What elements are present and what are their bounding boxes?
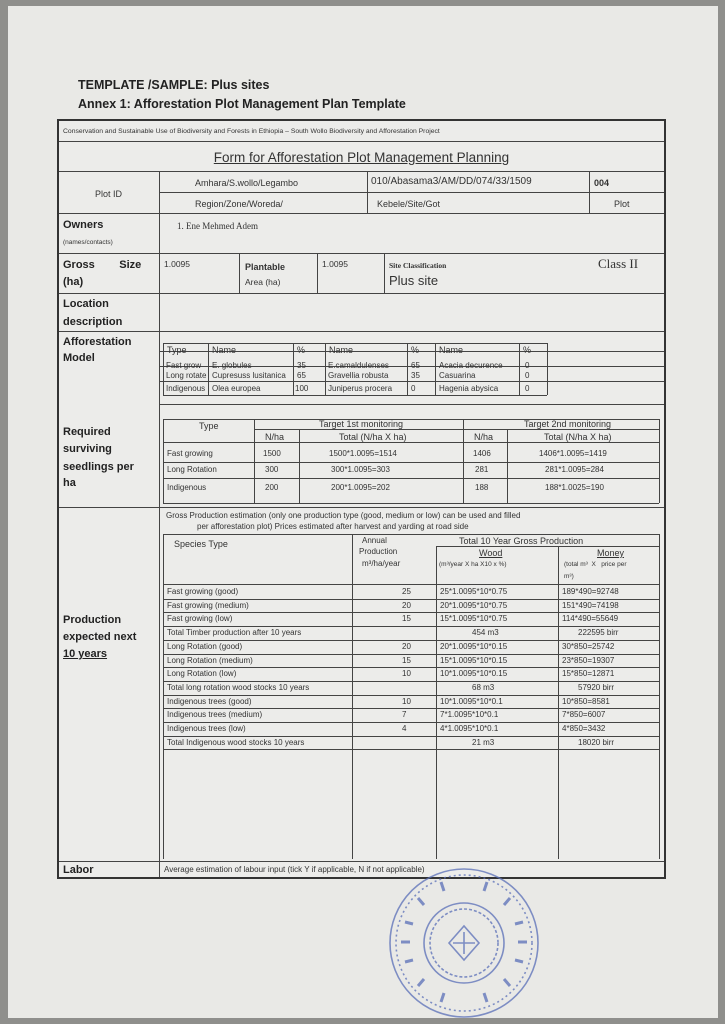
project-title: Conservation and Sustainable Use of Biodiversity and Forests in Ethiopia – South Wollo Biodiversity and Afforestation Project (63, 128, 440, 135)
seedlings-label-2: surviving (63, 443, 112, 455)
affor-row1-name3: Acacia decurence (439, 361, 503, 370)
production-row-5-money: 30*850=25742 (562, 641, 615, 651)
production-row-11-wood: 4*1.0095*10*0.1 (440, 724, 499, 733)
production-row-9-money: 10*850=8581 (562, 696, 610, 706)
target-1-header: Target 1st monitoring (319, 419, 404, 429)
nha-header-2: N/ha (474, 432, 494, 442)
production-table (159, 507, 664, 861)
seedlings-row2-total1: 300*1.0095=303 (331, 465, 390, 474)
production-row-10-annual: 7 (402, 710, 407, 720)
production-row-11-species: Indigenous trees (low) (167, 724, 246, 733)
production-row-10-wood: 7*1.0095*10*0.1 (440, 710, 499, 720)
plantable-area-label: Plantable (245, 262, 286, 272)
production-row-12-money: 18020 birr (578, 737, 615, 747)
species-type-header: Species Type (174, 539, 228, 549)
production-row-7-annual: 10 (402, 669, 411, 679)
production-row-10-species: Indigenous trees (medium) (167, 710, 263, 720)
affor-row2-name1: Cupresuss lusitanica (212, 371, 286, 380)
affor-row3-name2: Juniperus procera (328, 384, 393, 393)
production-row-9-wood: 10*1.0095*10*0.1 (440, 696, 503, 706)
kebele-label: Kebele/Site/Got (377, 199, 441, 209)
production-note-2: per afforestation plot) Prices estimated after harvest and yarding at road side (197, 522, 469, 531)
afforestation-label: Afforestation (63, 336, 132, 348)
annual-header-2: Production (359, 547, 398, 556)
affor-row2-pct2: 35 (411, 371, 420, 380)
production-row-4-species: Total Timber production after 10 years (167, 628, 302, 638)
production-row-5-annual: 20 (402, 641, 411, 651)
production-row-6-wood: 15*1.0095*10*0.15 (440, 655, 508, 665)
seedlings-row3-nha2: 188 (475, 483, 489, 492)
site-classification-value: Plus site (389, 273, 439, 288)
form-title: Form for Afforestation Plot Management Planning (213, 150, 510, 165)
seedlings-label-1: Required (63, 426, 111, 438)
plot-label: Plot (614, 199, 630, 209)
gross-size-value: 1.0095 (164, 259, 190, 269)
affor-row3-pct2: 0 (411, 384, 416, 393)
money-formula-1: (total m³ X price per (564, 561, 627, 568)
total-header-1: Total (N/ha X ha) (339, 432, 407, 442)
site-class: Class II (598, 256, 639, 271)
affor-row2-name3: Casuarina (439, 371, 476, 380)
seedlings-table (159, 405, 664, 507)
affor-header-name-2: Name (329, 345, 354, 355)
owners-label: Owners (63, 219, 104, 231)
affor-header-type: Type (167, 345, 187, 355)
production-row-5-wood: 20*1.0095*10*0.15 (440, 641, 508, 651)
seedlings-row3-total1: 200*1.0095=202 (331, 483, 390, 492)
plantable-area-value: 1.0095 (322, 259, 348, 269)
production-row-2-wood: 20*1.0095*10*0.75 (440, 600, 508, 610)
affor-row1-name2: E.camaldulenses (328, 361, 389, 370)
production-row-3-species: Fast growing (low) (167, 614, 233, 624)
seedlings-row2-total2: 281*1.0095=284 (545, 465, 604, 474)
production-row-1-species: Fast growing (good) (167, 587, 239, 596)
production-row-8-species: Total long rotation wood stocks 10 years (167, 682, 310, 692)
production-row-2-annual: 20 (402, 600, 411, 610)
production-row-6-species: Long Rotation (medium) (167, 655, 253, 665)
production-row-5-species: Long Rotation (good) (167, 641, 243, 651)
seedlings-row3-total2: 188*1.0025=190 (545, 483, 604, 492)
money-header: Money (597, 548, 625, 558)
total-header-2: Total (N/ha X ha) (544, 432, 612, 442)
production-row-8-wood: 68 m3 (472, 682, 495, 692)
affor-row1-pct1: 35 (297, 361, 306, 370)
labor-value: Average estimation of labour input (tick Y if applicable, N if not applicable) (164, 865, 425, 874)
affor-header-name-1: Name (212, 345, 237, 355)
production-row-1-annual: 25 (402, 587, 411, 596)
gross-size-label: Gross Size (63, 259, 142, 271)
plantable-area-unit: Area (ha) (245, 277, 281, 287)
seedlings-row2-nha1: 300 (265, 465, 279, 474)
location-label: Location (63, 298, 109, 310)
seedlings-row2-nha2: 281 (475, 465, 489, 474)
production-label-1: Production (63, 614, 122, 626)
target-2-header: Target 2nd monitoring (524, 419, 612, 429)
annual-header-1: Annual (362, 536, 387, 545)
production-row-3-annual: 15 (402, 614, 411, 624)
wood-header: Wood (479, 548, 503, 558)
production-row-7-wood: 10*1.0095*10*0.15 (440, 669, 508, 679)
production-row-2-money: 151*490=74198 (562, 600, 619, 610)
seedlings-label-3: seedlings per (63, 461, 134, 473)
production-row-1-money: 189*490=92748 (562, 587, 619, 596)
production-label-2: expected next (63, 631, 137, 643)
affor-row3-name3: Hagenia abysica (439, 384, 499, 393)
management-form (57, 119, 666, 879)
affor-row1-type: Fast grow (166, 361, 202, 370)
affor-header-pct-1: % (297, 345, 306, 355)
region-value: Amhara/S.wollo/Legambo (195, 178, 299, 188)
affor-row2-name2: Gravellia robusta (328, 371, 389, 380)
total-10-year-header: Total 10 Year Gross Production (459, 536, 584, 546)
seedlings-row2-type: Long Rotation (167, 465, 217, 474)
seedlings-row1-total1: 1500*1.0095=1514 (329, 449, 397, 458)
affor-header-name-3: Name (439, 345, 464, 355)
production-row-12-wood: 21 m3 (472, 737, 495, 747)
affor-row3-name1: Olea europea (212, 384, 261, 393)
afforestation-label-2: Model (63, 352, 95, 364)
production-row-4-money: 222595 birr (578, 628, 619, 638)
seedlings-type-header: Type (199, 421, 219, 431)
affor-row2-pct3: 0 (525, 371, 530, 380)
production-row-11-annual: 4 (402, 724, 407, 733)
seedlings-row1-nha1: 1500 (263, 449, 281, 458)
owners-value: 1. Ene Mehmed Adem (177, 221, 258, 231)
production-row-7-money: 15*850=12871 (562, 669, 615, 679)
production-row-6-annual: 15 (402, 655, 411, 665)
money-formula-2: m³) (564, 573, 574, 580)
production-row-9-annual: 10 (402, 696, 411, 706)
seedlings-row1-type: Fast growing (167, 449, 213, 458)
affor-row1-pct3: 0 (525, 361, 530, 370)
kebele-value: 010/Abasama3/AM/DD/074/33/1509 (371, 176, 532, 187)
seedlings-row1-nha2: 1406 (473, 449, 491, 458)
annex-heading: Annex 1: Afforestation Plot Management Plan Template (78, 97, 406, 111)
production-row-1-wood: 25*1.0095*10*0.75 (440, 587, 508, 596)
affor-row3-type: Indigenous (166, 384, 206, 393)
production-note-1: Gross Production estimation (only one production type (good, medium or low) can be used and filled (166, 511, 521, 520)
labor-label: Labor (63, 864, 94, 876)
production-label-3: 10 years (63, 648, 108, 660)
seedlings-label-4: ha (63, 477, 76, 489)
seedlings-row3-nha1: 200 (265, 483, 279, 492)
production-row-9-species: Indigenous trees (good) (167, 696, 252, 706)
location-label-2: description (63, 316, 123, 328)
plot-value: 004 (594, 178, 610, 188)
production-row-8-money: 57920 birr (578, 682, 615, 692)
production-row-4-wood: 454 m3 (472, 628, 499, 638)
gross-size-unit: (ha) (63, 276, 84, 288)
wood-formula: (m³/year X ha X10 x %) (439, 561, 507, 568)
production-row-11-money: 4*850=3432 (562, 724, 606, 733)
affor-row2-pct1: 65 (297, 371, 306, 380)
production-row-3-money: 114*490=55649 (562, 614, 619, 624)
production-row-10-money: 7*850=6007 (562, 710, 606, 720)
affor-row3-pct3: 0 (525, 384, 530, 393)
affor-header-pct-3: % (523, 345, 532, 355)
annual-header-3: m³/ha/year (362, 559, 401, 568)
afforestation-table (159, 331, 664, 405)
official-seal-stamp (383, 862, 545, 1024)
affor-row1-pct2: 65 (411, 361, 420, 370)
production-row-6-money: 23*850=19307 (562, 655, 615, 665)
region-label: Region/Zone/Woreda/ (195, 199, 283, 209)
production-row-7-species: Long Rotation (low) (167, 669, 237, 679)
production-row-3-wood: 15*1.0095*10*0.75 (440, 614, 508, 624)
affor-row3-pct1: 100 (295, 384, 309, 393)
nha-header-1: N/ha (265, 432, 285, 442)
owners-sub-label: (names/contacts) (63, 239, 113, 246)
plot-id-label: Plot ID (95, 189, 123, 199)
affor-header-pct-2: % (411, 345, 420, 355)
seedlings-row1-total2: 1406*1.0095=1419 (539, 449, 607, 458)
affor-row2-type: Long rotate (166, 371, 207, 380)
site-classification-label: Site Classification (389, 261, 447, 270)
template-heading: TEMPLATE /SAMPLE: Plus sites (78, 78, 270, 92)
seedlings-row3-type: Indigenous (167, 483, 207, 492)
production-row-2-species: Fast growing (medium) (167, 600, 249, 610)
affor-row1-name1: E. globules (212, 361, 252, 370)
production-row-12-species: Total Indigenous wood stocks 10 years (167, 737, 305, 747)
